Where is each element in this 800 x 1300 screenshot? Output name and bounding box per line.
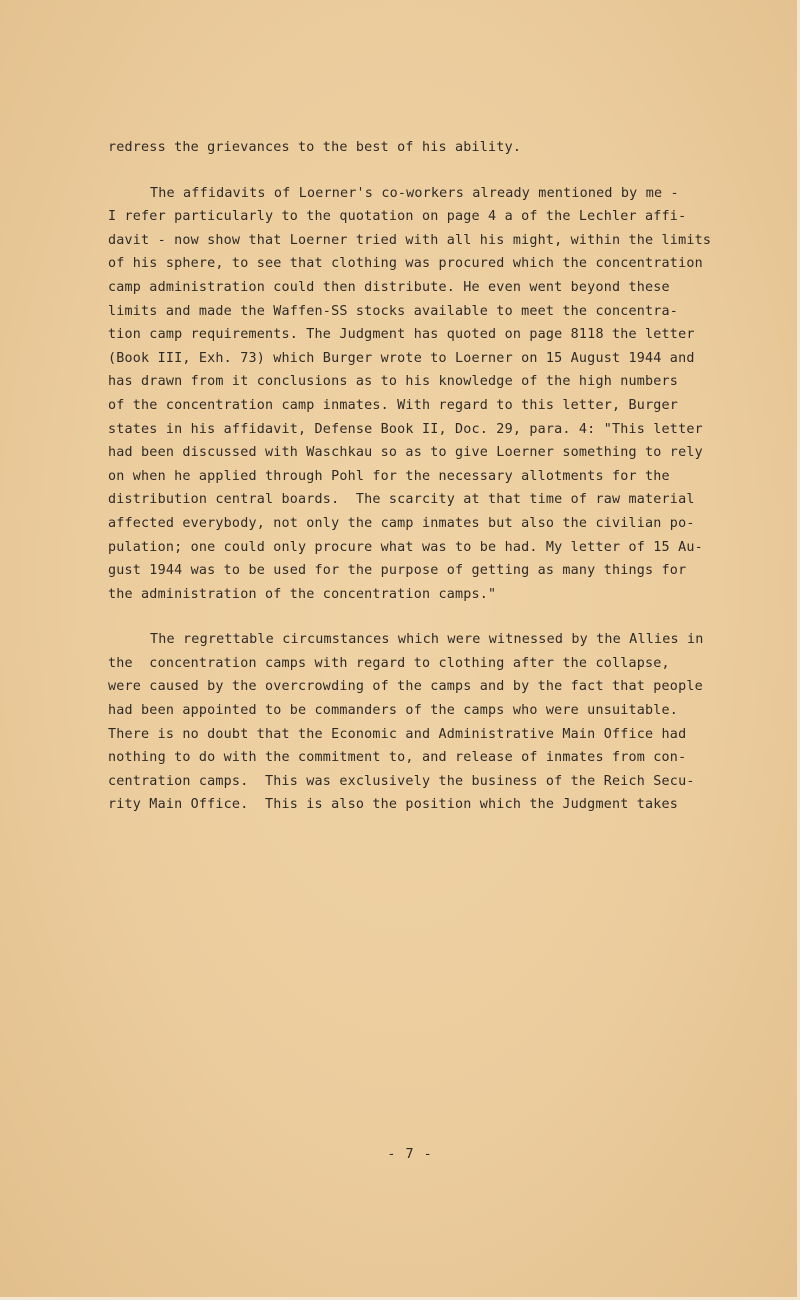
paragraph-2	[108, 182, 728, 607]
paragraph-gap	[108, 160, 728, 182]
document-body	[108, 136, 728, 817]
text-line: davit - now show that Loerner tried with all his might, within the limits	[108, 232, 712, 248]
text-line: the administration of the concentration camps."	[108, 586, 497, 602]
text-line: gust 1944 was to be used for the purpose of getting as many things for	[108, 563, 687, 579]
text-line: affected everybody, not only the camp inmates but also the civilian po-	[108, 515, 695, 531]
paragraph-3	[108, 628, 728, 817]
text-line: rity Main Office. This is also the position which the Judgment takes	[108, 797, 679, 813]
text-line: distribution central boards. The scarcity at that time of raw material	[108, 492, 695, 508]
text-line: camp administration could then distribute. He even went beyond these	[108, 279, 670, 295]
text-line: on when he applied through Pohl for the necessary allotments for the	[108, 468, 670, 484]
text-line: had been discussed with Waschkau so as to give Loerner something to rely	[108, 445, 703, 461]
text-line: tion camp requirements. The Judgment has quoted on page 8118 the letter	[108, 327, 695, 343]
text-line: (Book III, Exh. 73) which Burger wrote to Loerner on 15 August 1944 and	[108, 350, 695, 366]
text-line: of his sphere, to see that clothing was procured which the concentration	[108, 256, 703, 272]
text-line: were caused by the overcrowding of the camps and by the fact that people	[108, 679, 703, 695]
text-line: There is no doubt that the Economic and Administrative Main Office had	[108, 726, 687, 742]
text-line: had been appointed to be commanders of the camps who were unsuitable.	[108, 703, 679, 719]
text-line: nothing to do with the commitment to, and release of inmates from con-	[108, 750, 687, 766]
text-line: the concentration camps with regard to clothing after the collapse,	[108, 655, 670, 671]
text-line: centration camps. This was exclusively the business of the Reich Secu-	[108, 773, 695, 789]
page-number: - 7 -	[387, 1147, 433, 1162]
text-line: has drawn from it conclusions as to his knowledge of the high numbers	[108, 374, 679, 390]
text-line: The regrettable circumstances which were witnessed by the Allies in	[150, 632, 704, 648]
text-line: pulation; one could only procure what was to be had. My letter of 15 Au-	[108, 539, 703, 555]
text-line: limits and made the Waffen-SS stocks available to meet the concentra-	[108, 303, 679, 319]
text-line: states in his affidavit, Defense Book II, Doc. 29, para. 4: "This letter	[108, 421, 703, 437]
paragraph-gap	[108, 606, 728, 628]
text-line: The affidavits of Loerner's co-workers already mentioned by me -	[150, 185, 679, 201]
text-line: of the concentration camp inmates. With regard to this letter, Burger	[108, 397, 679, 413]
text-line: redress the grievances to the best of his ability.	[108, 140, 522, 155]
paragraph-1	[108, 136, 728, 160]
text-line: I refer particularly to the quotation on page 4 a of the Lechler affi-	[108, 209, 687, 225]
